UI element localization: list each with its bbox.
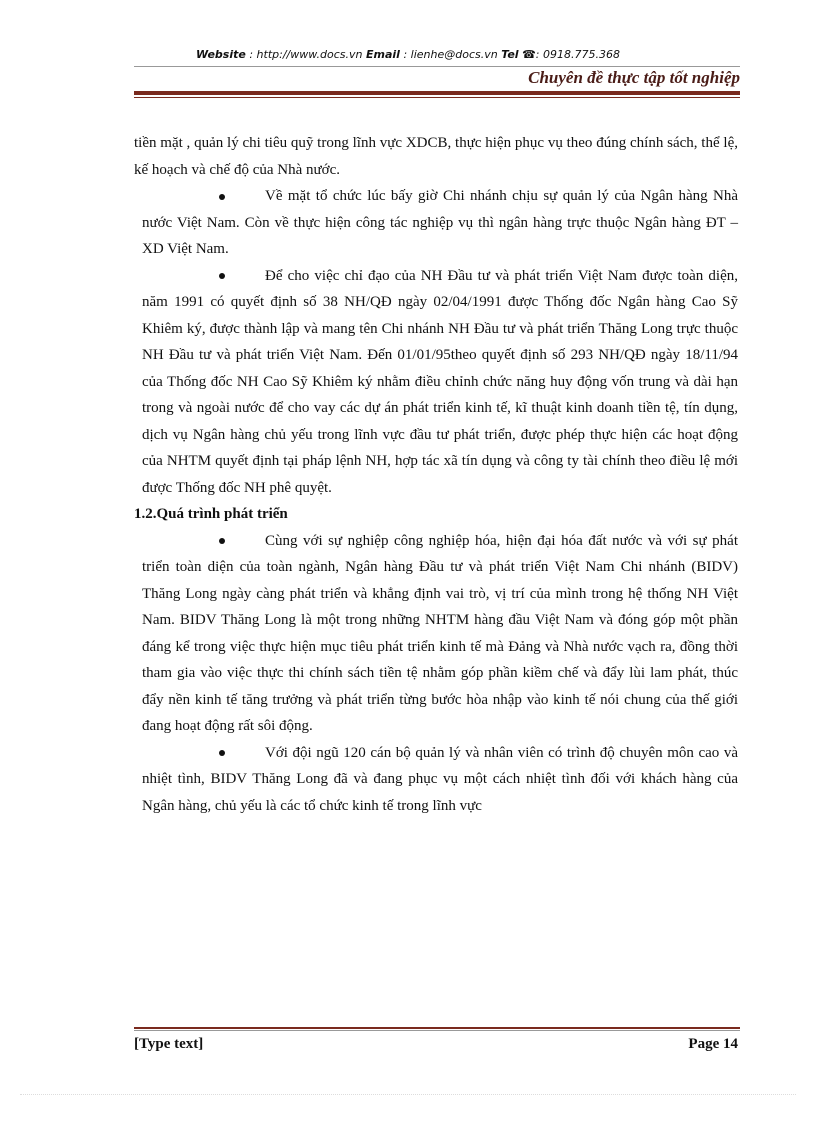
email-label: Email <box>366 48 400 61</box>
bullet-icon <box>219 273 225 279</box>
phone-icon: ☎ <box>522 48 536 61</box>
section-heading: 1.2.Quá trình phát triển <box>134 506 288 522</box>
bullet-icon <box>219 194 225 200</box>
page-number: Page 14 <box>688 1036 738 1052</box>
bullet-1-text: Về mặt tổ chức lúc bấy giờ Chi nhánh chịu sự quản lý của Ngân hàng Nhà nước Việt Nam. Còn về thực hiện công tác nghiệp vụ thì ngân hàng trực thuộc Ngân hàng ĐT – XD Việt Nam. <box>142 188 738 257</box>
website-value: : http://www.docs.vn <box>249 48 363 61</box>
header-divider-thin <box>134 66 740 67</box>
paragraph-1: tiền mặt , quản lý chi tiêu quỹ trong lĩnh vực XDCB, thực hiện phục vụ theo đúng chính sách, thể lệ, kế hoạch và chế độ của Nhà nước. <box>134 135 738 178</box>
bullet-icon <box>219 538 225 544</box>
email-value: : lienhe@docs.vn <box>403 48 498 61</box>
bullet-4-text: Với đội ngũ 120 cán bộ quản lý và nhân viên có trình độ chuyên môn cao và nhiệt tình, BIDV Thăng Long đã và đang phục vụ một cách nhiệt tình đối với khách hàng của Ngân hàng, chủ yếu là các tổ chức kinh tế trong lĩnh vực <box>142 744 738 814</box>
footer-divider-thick <box>134 1027 740 1029</box>
bullet-paragraph-4 <box>134 740 738 820</box>
header-divider-bottom <box>134 97 740 98</box>
header-contact-line <box>0 48 816 61</box>
bullet-2-text: Để cho việc chỉ đạo của NH Đầu tư và phát triển Việt Nam được toàn diện, năm 1991 có quyết định số 38 NH/QĐ ngày 02/04/1991 được Thống đốc Ngân hàng Cao Sỹ Khiêm ký, được thành lập và mang tên Chi nhánh NH Đầu tư và phát triển Thăng Long trực thuộc NH Đầu tư và phát triển Việt Nam. Đến 01/01/95theo quyết định số 293 NH/QĐ ngày 18/11/94 của Thống đốc NH Cao Sỹ Khiêm ký nhằm điều chỉnh chức năng huy động vốn trung và dài hạn trong và ngoài nước để cho vay các dự án phát triển kinh tế, kĩ thuật kinh doanh tiền tệ, tín dụng, dịch vụ Ngân hàng chủ yếu trong lĩnh vực đầu tư phát triển, được phép thực hiện các hoạt động của NHTM quyết định tại pháp lệnh NH, hợp tác xã tín dụng và công ty tài chính theo điều lệ mới được Thống đốc NH phê quyệt. <box>142 267 738 496</box>
document-body <box>134 130 738 819</box>
tel-value: : 0918.775.368 <box>535 48 620 61</box>
document-title: Chuyên đề thực tập tốt nghiệp <box>528 68 740 87</box>
bullet-paragraph-2 <box>134 263 738 502</box>
page-edge-dotted-line <box>20 1094 796 1095</box>
bullet-paragraph-3 <box>134 528 738 740</box>
footer-left-text: [Type text] <box>134 1036 204 1052</box>
tel-label: Tel <box>501 48 519 61</box>
header-divider-thick <box>134 91 740 95</box>
bullet-paragraph-1 <box>134 183 738 263</box>
website-label: Website <box>196 48 246 61</box>
bullet-icon <box>219 750 225 756</box>
bullet-3-text: Cùng với sự nghiệp công nghiệp hóa, hiện đại hóa đất nước và với sự phát triển toàn diện của toàn ngành, Ngân hàng Đầu tư và phát triển Việt Nam Chi nhánh (BIDV) Thăng Long ngày càng phát triển và khẳng định vai trò, vị trí của mình trong hệ thống NH Việt Nam. BIDV Thăng Long là một trong những NHTM hàng đầu Việt Nam và đóng góp một phần đáng kể trong việc thực hiện mục tiêu phát triển kinh tế mà Đảng và Nhà nước vạch ra, đồng thời tham gia vào việc thực thi chính sách tiền tệ nhằm góp phần kiềm chế và đẩy lùi lam phát, thúc đẩy nền kinh tế tăng trưởng và phát triển từng bước hòa nhập vào kinh tế nói chung của thế giới đang hoạt động rất sôi động. <box>142 532 738 734</box>
footer-divider-thin <box>134 1030 740 1031</box>
